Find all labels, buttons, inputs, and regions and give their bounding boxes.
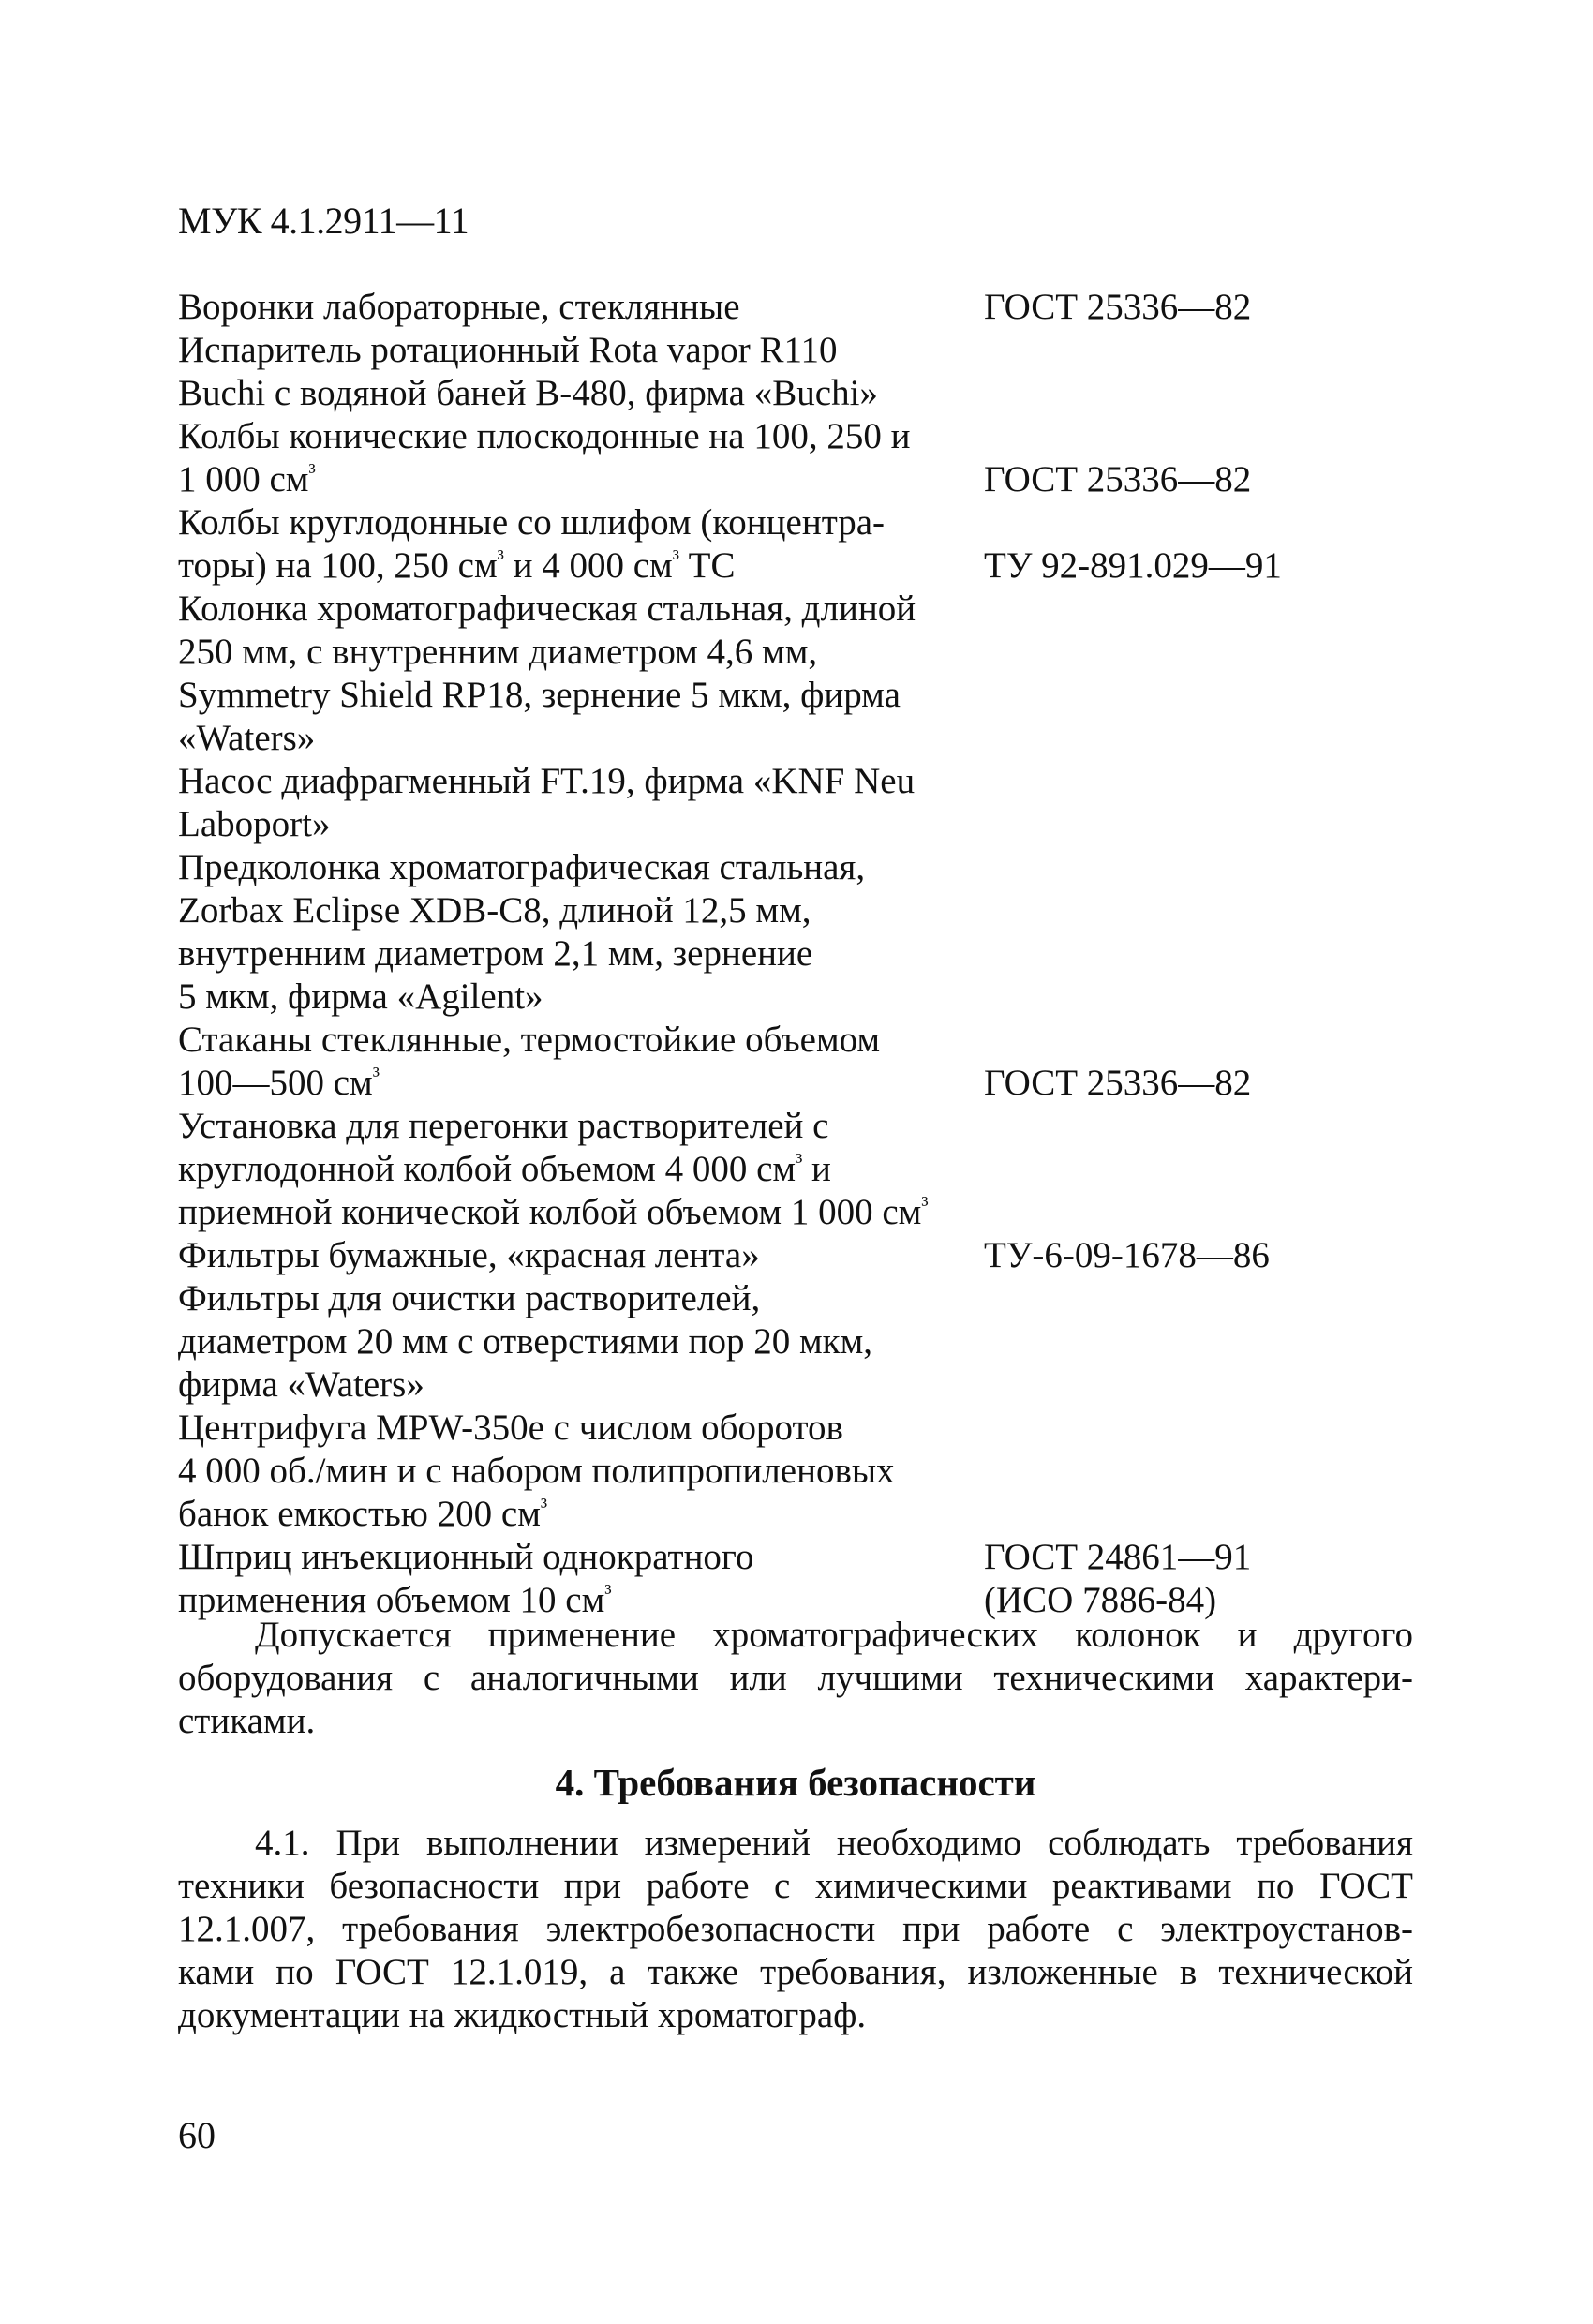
equipment-name	[178, 588, 984, 760]
equipment-note	[178, 1614, 1413, 1743]
equipment-name-line: Центрифуга MPW-350e с числом оборотов	[178, 1408, 843, 1448]
equipment-item	[178, 329, 1415, 415]
equipment-item	[178, 1234, 1415, 1277]
equipment-name-line: Zorbax Eclipse XDB-C8, длиной 12,5 мм,	[178, 890, 811, 931]
equipment-standard	[984, 286, 1396, 329]
equipment-name	[178, 1234, 984, 1277]
equipment-name-line: Стаканы стеклянные, термостойкие объемом	[178, 1020, 881, 1060]
equipment-name	[178, 329, 984, 415]
equipment-standard-line: (ИСО 7886-84)	[984, 1580, 1217, 1620]
equipment-name-line: «Waters»	[178, 718, 316, 758]
equipment-name	[178, 1019, 984, 1105]
equipment-name	[178, 760, 984, 846]
equipment-name-line: 1 000 $см^{^3}$	[178, 459, 316, 499]
equipment-item	[178, 501, 1415, 588]
equipment-name	[178, 846, 984, 1019]
equipment-item	[178, 1105, 1415, 1234]
equipment-standard	[984, 1234, 1396, 1277]
paragraph-line: техники безопасности при работе с химическими реактивами по ГОСТ	[178, 1866, 1413, 1906]
equipment-name-line: Предколонка хроматографическая стальная,	[178, 847, 866, 887]
equipment-name-line: 100—500 $см^{^3}$	[178, 1063, 380, 1103]
section-title: 4. Требования безопасности	[555, 1761, 1036, 1804]
equipment-name-line: внутренним диаметром 2,1 мм, зернение	[178, 933, 813, 974]
equipment-name-line: Колбы круглодонные со шлифом (концентра-	[178, 502, 886, 543]
equipment-name-line: 4 000 об./мин и с набором полипропиленовых	[178, 1451, 895, 1491]
equipment-name-line: фирма «Waters»	[178, 1364, 424, 1405]
equipment-name-line: приемной конической колбой объемом 1 000 $см^{^3}$	[178, 1192, 929, 1232]
equipment-name-line: Фильтры для очистки растворителей,	[178, 1278, 761, 1318]
equipment-name-line: Испаритель ротационный Rota vapor R110	[178, 330, 838, 370]
equipment-name	[178, 1536, 984, 1622]
equipment-name	[178, 286, 984, 329]
equipment-item	[178, 286, 1415, 329]
equipment-name-line: Шприц инъекционный однократного	[178, 1537, 754, 1577]
equipment-name	[178, 1407, 984, 1536]
equipment-name-line: Воронки лабораторные, стеклянные	[178, 287, 740, 327]
equipment-name-line: круглодонной колбой объемом 4 000 $см^{^3}$ и	[178, 1149, 831, 1189]
equipment-name-line: 5 мкм, фирма «Agilent»	[178, 976, 543, 1017]
equipment-item	[178, 760, 1415, 846]
equipment-standard-line: ГОСТ 25336—82	[984, 459, 1252, 499]
equipment-item	[178, 415, 1415, 501]
equipment-standard	[984, 544, 1396, 588]
paragraph-line: 4.1. При выполнении измерений необходимо соблюдать требования	[255, 1823, 1413, 1863]
equipment-name-line: 250 мм, с внутренним диаметром 4,6 мм,	[178, 632, 818, 672]
equipment-name-line: Насос диафрагменный FT.19, фирма «KNF Neu	[178, 761, 916, 801]
equipment-name-line: Buchi с водяной баней B-480, фирма «Buchi»	[178, 373, 878, 413]
equipment-item	[178, 1277, 1415, 1407]
equipment-standard	[984, 1536, 1396, 1622]
equipment-item	[178, 588, 1415, 760]
equipment-name-line: Колбы конические плоскодонные на 100, 250 и	[178, 416, 911, 456]
equipment-name	[178, 501, 984, 588]
note-line: Допускается применение хроматографических колонок и другого	[255, 1615, 1413, 1655]
equipment-standard-line: ТУ 92-891.029—91	[984, 545, 1282, 586]
note-line: стиками.	[178, 1701, 316, 1741]
equipment-standard	[984, 458, 1396, 501]
equipment-name	[178, 1105, 984, 1234]
document-header: МУК 4.1.2911—11	[178, 200, 469, 242]
equipment-standard-line: ТУ-6-09-1678—86	[984, 1235, 1270, 1275]
equipment-name	[178, 1277, 984, 1407]
equipment-name-line: Symmetry Shield RP18, зернение 5 мкм, фирма	[178, 675, 901, 715]
equipment-name-line: применения объемом 10 $см^{^3}$	[178, 1580, 612, 1620]
equipment-name-line: Колонка хроматографическая стальная, длиной	[178, 588, 916, 629]
page-number: 60	[178, 2114, 216, 2156]
equipment-item	[178, 1407, 1415, 1536]
equipment-name	[178, 415, 984, 501]
equipment-standard-line: ГОСТ 24861—91	[984, 1537, 1252, 1577]
equipment-standard-line: ГОСТ 25336—82	[984, 1063, 1252, 1103]
equipment-name-line: Фильтры бумажные, «красная лента»	[178, 1235, 760, 1275]
equipment-name-line: торы) на 100, 250 $см^{^3}$ и 4 000 $см^{^3}$ ТС	[178, 545, 736, 586]
equipment-standard	[984, 1062, 1396, 1105]
section-paragraph	[178, 1822, 1413, 2037]
paragraph-line: ками по ГОСТ 12.1.019, а также требования, изложенные в технической	[178, 1952, 1413, 1992]
equipment-item	[178, 846, 1415, 1019]
equipment-name-line: банок емкостью 200 $см^{^3}$	[178, 1494, 548, 1534]
note-line: оборудования с аналогичными или лучшими техническими характери-	[178, 1658, 1413, 1698]
paragraph-line: документации на жидкостный хроматограф.	[178, 1995, 867, 2035]
equipment-item	[178, 1536, 1415, 1622]
equipment-list	[178, 286, 1415, 1622]
equipment-name-line: Установка для перегонки растворителей с	[178, 1106, 829, 1146]
paragraph-line: 12.1.007, требования электробезопасности при работе с электроустанов-	[178, 1909, 1413, 1949]
equipment-standard-line: ГОСТ 25336—82	[984, 287, 1252, 327]
equipment-name-line: Laboport»	[178, 804, 331, 844]
equipment-item	[178, 1019, 1415, 1105]
equipment-name-line: диаметром 20 мм с отверстиями пор 20 мкм,	[178, 1321, 873, 1362]
